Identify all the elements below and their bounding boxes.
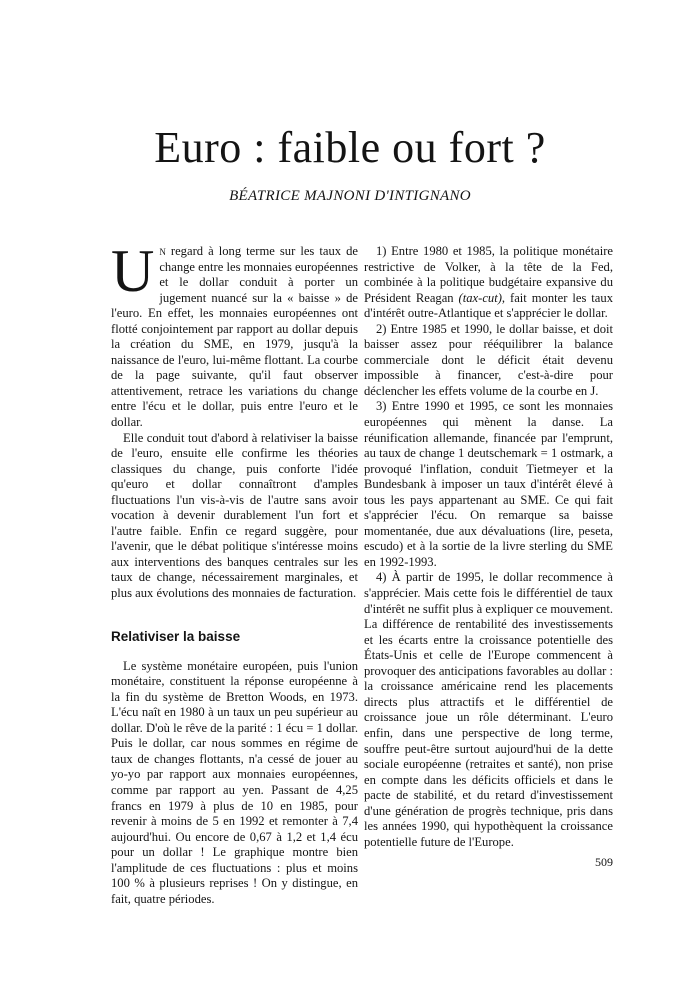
period-3-paragraph: 3) Entre 1990 et 1995, ce sont les monnaies européennes qui mènent la danse. La réunification allemande, financée par l'emprunt, au taux de change 1 deutschemark = 1 ostmark, a provoqué l'inflation, conduit Tietmeyer et la Bundesbank à imposer un taux d'intérêt élevé à tous les pays appartenant au SME. Ce qui fait s'apprécier l'écu. On remarque sa baisse momentanée, due aux dévaluations (lire, peseta, escudo) et à la sortie de la livre sterling du SME en 1992-1993. <box>364 399 613 569</box>
period-1-text-end: , fait monter les taux d'intérêt outre-Atlantique et s'apprécier le dollar. <box>364 290 613 321</box>
section-heading: Relativiser la baisse <box>111 628 241 644</box>
article-author: BÉATRICE MAJNONI D'INTIGNANO <box>229 188 471 204</box>
period-1-paragraph <box>364 244 613 322</box>
intro-text: regard à long terme sur les taux de change entre les monnaies européennes et le dollar conduit à porter un jugement nuancé sur la « baisse » de l'euro. En effet, les monnaies européennes ont flotté conjointement par rapport au dollar depuis la création du SME, en 1979, jusqu'à la naissance de l'euro, lui-même flottant. La courbe de la page suivante, qu'il faut observer attentivement, retrace les variations du change entre l'écu et le dollar, puis entre l'euro et le dollar. <box>111 244 358 430</box>
period-1-italic: (tax-cut) <box>458 290 502 305</box>
right-column <box>364 244 613 850</box>
page-number: 509 <box>595 855 613 869</box>
paragraph-3: Le système monétaire européen, puis l'union monétaire, constituent la réponse européenne à la fin du système de Bretton Woods, en 1973. L'écu naît en 1980 à un taux un peu supérieur au dollar. D'où le rêve de la parité : 1 écu = 1 dollar. Puis le dollar, car nous sommes en régime de taux de changes flottants, n'a cessé de jouer au yo-yo par rapport aux monnaies européennes, comme par rapport au yen. Passant de 4,25 francs en 1979 à plus de 10 en 1985, pour revenir à moins de 5 en 1992 et remonter à 7,4 aujourd'hui. Ou encore de 0,67 à 1,2 et 1,4 écu pour un dollar ! Le graphique montre bien l'amplitude de ces fluctuations : plus et moins 100 % à plusieurs reprises ! On y distingue, en fait, quatre périodes. <box>111 658 358 906</box>
drop-cap: U <box>111 238 155 304</box>
article-title: Euro : faible ou fort ? <box>154 123 546 172</box>
paragraph-2: Elle conduit tout d'abord à relativiser la baisse de l'euro, ensuite elle confirme les théories classiques du change, puis conforte l'idée qu'euro et dollar connaîtront d'amples fluctuations l'un vis-à-vis de l'autre sans avoir vocation à devenir durablement l'un fort et l'autre faible. Enfin ce regard suggère, pour l'avenir, que le débat politique s'intéresse moins aux interventions des banques centrales sur les taux de change, nécessairement marginales, et plus aux évolutions des monnaies de facturation. <box>111 430 358 601</box>
period-2-paragraph: 2) Entre 1985 et 1990, le dollar baisse, et doit baisser assez pour rééquilibrer la balance commerciale dont le déficit était devenu impossible à financer, c'est-à-dire pour déclencher les effets volume de la courbe en J. <box>364 321 613 398</box>
period-1-text-start: 1) Entre 1980 et 1985, la politique monétaire restrictive de Volker, à la tête de la Fed, combinée à la politique budgétaire expansive du Président Reagan <box>364 244 613 305</box>
intro-small-caps: n <box>159 244 166 258</box>
left-column <box>111 238 358 907</box>
intro-paragraph <box>111 238 358 431</box>
period-4-paragraph: 4) À partir de 1995, le dollar recommence à s'apprécier. Mais cette fois le différentiel de taux d'intérêt ne suffit plus à expliquer ce mouvement. La différence de rentabilité des investissements et les écarts entre la croissance potentielle des États-Unis et celle de l'Europe commencent à provoquer des anticipations favorables au dollar : la croissance américaine rend les placements directs plus attractifs et le différentiel de croissance joue un rôle déterminant. L'euro enfin, dans une perspective de long terme, souffre peut-être surtout aujourd'hui de la dette sociale européenne (retraites et santé), non prise en compte dans les déficits officiels et dans le pacte de stabilité, et du retard d'investissement d'une génération de progrès technique, pris dans les années 1990, qui hypothèquent la croissance potentielle future de l'Europe. <box>364 570 613 849</box>
